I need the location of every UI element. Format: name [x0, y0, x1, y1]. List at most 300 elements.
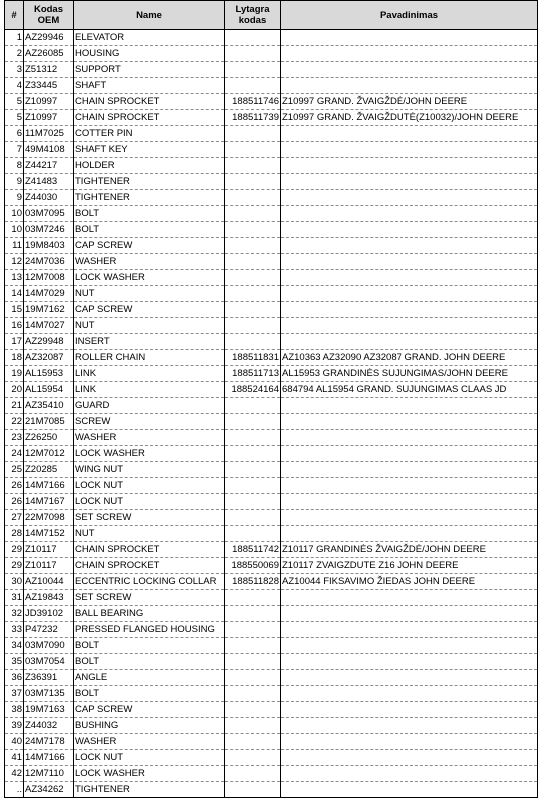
row-num-cell: 11	[5, 238, 24, 254]
part-name-cell: LOCK WASHER	[74, 446, 225, 462]
oem-code-cell: 14M7029	[24, 286, 74, 302]
part-name-cell: WASHER	[74, 430, 225, 446]
pavadinimas-cell	[281, 478, 538, 494]
pavadinimas-cell	[281, 190, 538, 206]
lytagra-code-cell	[225, 638, 281, 654]
header-num-label: #	[11, 9, 17, 21]
table-row	[5, 478, 538, 494]
oem-code-cell: Z26250	[24, 430, 74, 446]
table-row	[5, 30, 538, 46]
lytagra-code-cell	[225, 462, 281, 478]
table-row	[5, 494, 538, 510]
row-num-cell: 33	[5, 622, 24, 638]
oem-code-cell: Z44032	[24, 718, 74, 734]
lytagra-code-cell	[225, 190, 281, 206]
part-name-cell: TIGHTENER	[74, 782, 225, 798]
table-row	[5, 238, 538, 254]
oem-code-cell: 19M7162	[24, 302, 74, 318]
part-name-cell: HOLDER	[74, 158, 225, 174]
table-row	[5, 542, 538, 558]
part-name-cell: ELEVATOR	[74, 30, 225, 46]
pavadinimas-cell	[281, 286, 538, 302]
row-num-cell: 26	[5, 494, 24, 510]
part-name-cell: SHAFT KEY	[74, 142, 225, 158]
row-num-cell: 22	[5, 414, 24, 430]
part-name-cell: SCREW	[74, 414, 225, 430]
oem-code-cell: Z10997	[24, 94, 74, 110]
row-num-cell: 19	[5, 366, 24, 382]
lytagra-code-cell	[225, 46, 281, 62]
part-name-cell: LOCK WASHER	[74, 766, 225, 782]
part-name-cell: LINK	[74, 382, 225, 398]
row-num-cell: 16	[5, 318, 24, 334]
oem-code-cell: AZ29948	[24, 334, 74, 350]
oem-code-cell: 03M7090	[24, 638, 74, 654]
row-num-cell: 2	[5, 46, 24, 62]
table-row	[5, 334, 538, 350]
pavadinimas-cell	[281, 238, 538, 254]
header-oem-line1: Kodas	[33, 4, 64, 15]
table-row	[5, 670, 538, 686]
part-name-cell: COTTER PIN	[74, 126, 225, 142]
pavadinimas-cell	[281, 590, 538, 606]
table-row	[5, 446, 538, 462]
row-num-cell: 17	[5, 334, 24, 350]
table-row	[5, 718, 538, 734]
table-row	[5, 526, 538, 542]
table-row	[5, 110, 538, 126]
table-row	[5, 574, 538, 590]
table-row	[5, 158, 538, 174]
pavadinimas-cell: Z10997 GRAND. ŽVAIGŽDUTĖ(Z10032)/JOHN DEERE	[281, 110, 538, 126]
pavadinimas-cell	[281, 46, 538, 62]
oem-code-cell: AZ34262	[24, 782, 74, 798]
row-num-cell: 39	[5, 718, 24, 734]
oem-code-cell: Z41483	[24, 174, 74, 190]
lytagra-code-cell	[225, 478, 281, 494]
lytagra-code-cell	[225, 446, 281, 462]
pavadinimas-cell	[281, 734, 538, 750]
part-name-cell: BOLT	[74, 222, 225, 238]
pavadinimas-cell	[281, 686, 538, 702]
table-row	[5, 366, 538, 382]
oem-code-cell: 19M8403	[24, 238, 74, 254]
table-row	[5, 590, 538, 606]
row-num-cell: 23	[5, 430, 24, 446]
part-name-cell: CAP SCREW	[74, 702, 225, 718]
part-name-cell: BUSHING	[74, 718, 225, 734]
lytagra-code-cell	[225, 30, 281, 46]
lytagra-code-cell	[225, 702, 281, 718]
part-name-cell: NUT	[74, 526, 225, 542]
pavadinimas-cell	[281, 782, 538, 798]
oem-code-cell: Z51312	[24, 62, 74, 78]
part-name-cell: SET SCREW	[74, 590, 225, 606]
table-row	[5, 782, 538, 798]
pavadinimas-cell	[281, 254, 538, 270]
row-num-cell: 14	[5, 286, 24, 302]
part-name-cell: LOCK NUT	[74, 478, 225, 494]
pavadinimas-cell	[281, 206, 538, 222]
oem-code-cell: 14M7027	[24, 318, 74, 334]
row-num-cell: 29	[5, 558, 24, 574]
lytagra-code-cell	[225, 318, 281, 334]
table-header	[5, 1, 538, 30]
table-row	[5, 638, 538, 654]
part-name-cell: HOUSING	[74, 46, 225, 62]
lytagra-code-cell	[225, 414, 281, 430]
lytagra-code-cell	[225, 302, 281, 318]
table-row	[5, 286, 538, 302]
part-name-cell: CHAIN SPROCKET	[74, 110, 225, 126]
oem-code-cell: 12M7008	[24, 270, 74, 286]
lytagra-code-cell: 188511739	[225, 110, 281, 126]
oem-code-cell: AL15954	[24, 382, 74, 398]
table-row	[5, 254, 538, 270]
row-num-cell: 1	[5, 30, 24, 46]
lytagra-code-cell	[225, 158, 281, 174]
pavadinimas-cell	[281, 30, 538, 46]
pavadinimas-cell	[281, 670, 538, 686]
part-name-cell: SUPPORT	[74, 62, 225, 78]
part-name-cell: ECCENTRIC LOCKING COLLAR	[74, 574, 225, 590]
part-name-cell: CAP SCREW	[74, 302, 225, 318]
lytagra-code-cell	[225, 718, 281, 734]
row-num-cell: 32	[5, 606, 24, 622]
pavadinimas-cell	[281, 78, 538, 94]
row-num-cell: 40	[5, 734, 24, 750]
lytagra-code-cell	[225, 494, 281, 510]
pavadinimas-cell	[281, 430, 538, 446]
oem-code-cell: Z36391	[24, 670, 74, 686]
part-name-cell: ANGLE	[74, 670, 225, 686]
part-name-cell: TIGHTENER	[74, 174, 225, 190]
table-row	[5, 702, 538, 718]
table-row	[5, 206, 538, 222]
table-row	[5, 270, 538, 286]
oem-code-cell: 03M7135	[24, 686, 74, 702]
lytagra-code-cell	[225, 254, 281, 270]
pavadinimas-cell	[281, 654, 538, 670]
oem-code-cell: AZ35410	[24, 398, 74, 414]
row-num-cell: ..	[5, 782, 24, 798]
table-row	[5, 462, 538, 478]
table-row	[5, 302, 538, 318]
pavadinimas-cell	[281, 622, 538, 638]
part-name-cell: WASHER	[74, 734, 225, 750]
table-row	[5, 414, 538, 430]
oem-code-cell: 21M7085	[24, 414, 74, 430]
oem-code-cell: 12M7110	[24, 766, 74, 782]
oem-code-cell: 49M4108	[24, 142, 74, 158]
table-row	[5, 686, 538, 702]
header-pavadinimas-label: Pavadinimas	[379, 9, 439, 21]
lytagra-code-cell	[225, 606, 281, 622]
oem-code-cell: AZ19843	[24, 590, 74, 606]
lytagra-code-cell	[225, 222, 281, 238]
pavadinimas-cell	[281, 606, 538, 622]
row-num-cell: 37	[5, 686, 24, 702]
part-name-cell: INSERT	[74, 334, 225, 350]
oem-code-cell: Z10117	[24, 558, 74, 574]
part-name-cell: LINK	[74, 366, 225, 382]
oem-code-cell: Z10117	[24, 542, 74, 558]
header-num	[5, 1, 24, 30]
lytagra-code-cell: 188524164	[225, 382, 281, 398]
lytagra-code-cell	[225, 78, 281, 94]
oem-code-cell: AL15953	[24, 366, 74, 382]
table-row	[5, 190, 538, 206]
oem-code-cell: 19M7163	[24, 702, 74, 718]
oem-code-cell: Z44030	[24, 190, 74, 206]
part-name-cell: BALL BEARING	[74, 606, 225, 622]
part-name-cell: SET SCREW	[74, 510, 225, 526]
lytagra-code-cell	[225, 526, 281, 542]
table-row	[5, 654, 538, 670]
lytagra-code-cell	[225, 750, 281, 766]
lytagra-code-cell	[225, 782, 281, 798]
pavadinimas-cell	[281, 718, 538, 734]
oem-code-cell: Z44217	[24, 158, 74, 174]
pavadinimas-cell	[281, 174, 538, 190]
table-row	[5, 430, 538, 446]
table-row	[5, 398, 538, 414]
row-num-cell: 34	[5, 638, 24, 654]
row-num-cell: 27	[5, 510, 24, 526]
row-num-cell: 9	[5, 174, 24, 190]
table-row	[5, 766, 538, 782]
oem-code-cell: 11M7025	[24, 126, 74, 142]
part-name-cell: PRESSED FLANGED HOUSING	[74, 622, 225, 638]
header-oem-line2: OEM	[37, 15, 60, 26]
part-name-cell: GUARD	[74, 398, 225, 414]
pavadinimas-cell	[281, 526, 538, 542]
part-name-cell: BOLT	[74, 206, 225, 222]
pavadinimas-cell	[281, 446, 538, 462]
oem-code-cell: Z10997	[24, 110, 74, 126]
oem-code-cell: 12M7012	[24, 446, 74, 462]
pavadinimas-cell	[281, 766, 538, 782]
lytagra-code-cell: 188511746	[225, 94, 281, 110]
part-name-cell: NUT	[74, 286, 225, 302]
lytagra-code-cell	[225, 270, 281, 286]
row-num-cell: 13	[5, 270, 24, 286]
header-lytagra-line2: kodas	[238, 15, 267, 26]
lytagra-code-cell	[225, 622, 281, 638]
lytagra-code-cell	[225, 654, 281, 670]
part-name-cell: WASHER	[74, 254, 225, 270]
pavadinimas-cell	[281, 270, 538, 286]
lytagra-code-cell	[225, 734, 281, 750]
row-num-cell: 35	[5, 654, 24, 670]
oem-code-cell: 03M7054	[24, 654, 74, 670]
part-name-cell: CHAIN SPROCKET	[74, 558, 225, 574]
part-name-cell: ROLLER CHAIN	[74, 350, 225, 366]
lytagra-code-cell: 188511742	[225, 542, 281, 558]
oem-code-cell: Z20285	[24, 462, 74, 478]
pavadinimas-cell	[281, 222, 538, 238]
pavadinimas-cell	[281, 494, 538, 510]
parts-sheet	[4, 0, 538, 798]
pavadinimas-cell	[281, 318, 538, 334]
part-name-cell: SHAFT	[74, 78, 225, 94]
lytagra-code-cell	[225, 142, 281, 158]
lytagra-code-cell	[225, 126, 281, 142]
row-num-cell: 20	[5, 382, 24, 398]
lytagra-code-cell	[225, 238, 281, 254]
oem-code-cell: 14M7167	[24, 494, 74, 510]
row-num-cell: 41	[5, 750, 24, 766]
row-num-cell: 9	[5, 190, 24, 206]
table-row	[5, 142, 538, 158]
header-name	[74, 1, 225, 30]
table-row	[5, 382, 538, 398]
part-name-cell: BOLT	[74, 686, 225, 702]
pavadinimas-cell	[281, 702, 538, 718]
header-pavadinimas	[281, 1, 538, 30]
row-num-cell: 30	[5, 574, 24, 590]
pavadinimas-cell	[281, 126, 538, 142]
part-name-cell: CAP SCREW	[74, 238, 225, 254]
row-num-cell: 25	[5, 462, 24, 478]
pavadinimas-cell	[281, 142, 538, 158]
pavadinimas-cell	[281, 158, 538, 174]
row-num-cell: 10	[5, 222, 24, 238]
pavadinimas-cell	[281, 302, 538, 318]
lytagra-code-cell	[225, 670, 281, 686]
lytagra-code-cell	[225, 510, 281, 526]
part-name-cell: LOCK NUT	[74, 494, 225, 510]
pavadinimas-cell	[281, 398, 538, 414]
header-lytagra	[225, 1, 281, 30]
pavadinimas-cell	[281, 638, 538, 654]
part-name-cell: LOCK NUT	[74, 750, 225, 766]
lytagra-code-cell	[225, 286, 281, 302]
pavadinimas-cell	[281, 334, 538, 350]
table-row	[5, 62, 538, 78]
oem-code-cell: 22M7098	[24, 510, 74, 526]
part-name-cell: WING NUT	[74, 462, 225, 478]
oem-code-cell: JD39102	[24, 606, 74, 622]
lytagra-code-cell: 188550069	[225, 558, 281, 574]
table-row	[5, 750, 538, 766]
lytagra-code-cell	[225, 590, 281, 606]
lytagra-code-cell: 188511713	[225, 366, 281, 382]
row-num-cell: 3	[5, 62, 24, 78]
row-num-cell: 29	[5, 542, 24, 558]
row-num-cell: 42	[5, 766, 24, 782]
table-row	[5, 94, 538, 110]
pavadinimas-cell: Z10117 GRANDINĖS ŽVAIGŽDĖ/JOHN DEERE	[281, 542, 538, 558]
lytagra-code-cell	[225, 334, 281, 350]
table-row	[5, 222, 538, 238]
part-name-cell: LOCK WASHER	[74, 270, 225, 286]
row-num-cell: 10	[5, 206, 24, 222]
pavadinimas-cell: AZ10044 FIKSAVIMO ŽIEDAS JOHN DEERE	[281, 574, 538, 590]
oem-code-cell: 14M7166	[24, 750, 74, 766]
pavadinimas-cell	[281, 414, 538, 430]
row-num-cell: 4	[5, 78, 24, 94]
row-num-cell: 5	[5, 94, 24, 110]
oem-code-cell: 14M7152	[24, 526, 74, 542]
table-row	[5, 606, 538, 622]
header-row	[5, 1, 538, 30]
table-row	[5, 318, 538, 334]
oem-code-cell: 24M7036	[24, 254, 74, 270]
header-name-label: Name	[136, 9, 162, 21]
oem-code-cell: 24M7178	[24, 734, 74, 750]
lytagra-code-cell	[225, 174, 281, 190]
part-name-cell: BOLT	[74, 654, 225, 670]
table-row	[5, 46, 538, 62]
table-row	[5, 734, 538, 750]
lytagra-code-cell	[225, 766, 281, 782]
row-num-cell: 24	[5, 446, 24, 462]
pavadinimas-cell	[281, 62, 538, 78]
oem-code-cell: AZ26085	[24, 46, 74, 62]
row-num-cell: 7	[5, 142, 24, 158]
table-row	[5, 350, 538, 366]
pavadinimas-cell: Z10117 ZVAIGZDUTE Z16 JOHN DEERE	[281, 558, 538, 574]
row-num-cell: 31	[5, 590, 24, 606]
row-num-cell: 6	[5, 126, 24, 142]
row-num-cell: 28	[5, 526, 24, 542]
table-row	[5, 622, 538, 638]
lytagra-code-cell: 188511831	[225, 350, 281, 366]
row-num-cell: 5	[5, 110, 24, 126]
pavadinimas-cell	[281, 750, 538, 766]
table-row	[5, 126, 538, 142]
row-num-cell: 38	[5, 702, 24, 718]
header-oem	[24, 1, 74, 30]
oem-code-cell: 03M7246	[24, 222, 74, 238]
oem-code-cell: 03M7095	[24, 206, 74, 222]
pavadinimas-cell: Z10997 GRAND. ŽVAIGŽDĖ/JOHN DEERE	[281, 94, 538, 110]
parts-table	[4, 0, 538, 798]
lytagra-code-cell	[225, 686, 281, 702]
pavadinimas-cell	[281, 510, 538, 526]
part-name-cell: NUT	[74, 318, 225, 334]
row-num-cell: 36	[5, 670, 24, 686]
row-num-cell: 15	[5, 302, 24, 318]
lytagra-code-cell	[225, 430, 281, 446]
row-num-cell: 8	[5, 158, 24, 174]
oem-code-cell: 14M7166	[24, 478, 74, 494]
lytagra-code-cell	[225, 398, 281, 414]
part-name-cell: TIGHTENER	[74, 190, 225, 206]
pavadinimas-cell: 684794 AL15954 GRAND. SUJUNGIMAS CLAAS JD	[281, 382, 538, 398]
table-row	[5, 78, 538, 94]
lytagra-code-cell: 188511828	[225, 574, 281, 590]
lytagra-code-cell	[225, 206, 281, 222]
oem-code-cell: AZ10044	[24, 574, 74, 590]
oem-code-cell: AZ32087	[24, 350, 74, 366]
table-row	[5, 558, 538, 574]
pavadinimas-cell	[281, 462, 538, 478]
part-name-cell: CHAIN SPROCKET	[74, 94, 225, 110]
pavadinimas-cell: AZ10363 AZ32090 AZ32087 GRAND. JOHN DEERE	[281, 350, 538, 366]
lytagra-code-cell	[225, 62, 281, 78]
oem-code-cell: Z33445	[24, 78, 74, 94]
oem-code-cell: P47232	[24, 622, 74, 638]
table-body	[5, 30, 538, 798]
row-num-cell: 12	[5, 254, 24, 270]
header-lytagra-line1: Lytagra	[235, 4, 270, 15]
row-num-cell: 18	[5, 350, 24, 366]
part-name-cell: CHAIN SPROCKET	[74, 542, 225, 558]
part-name-cell: BOLT	[74, 638, 225, 654]
row-num-cell: 26	[5, 478, 24, 494]
